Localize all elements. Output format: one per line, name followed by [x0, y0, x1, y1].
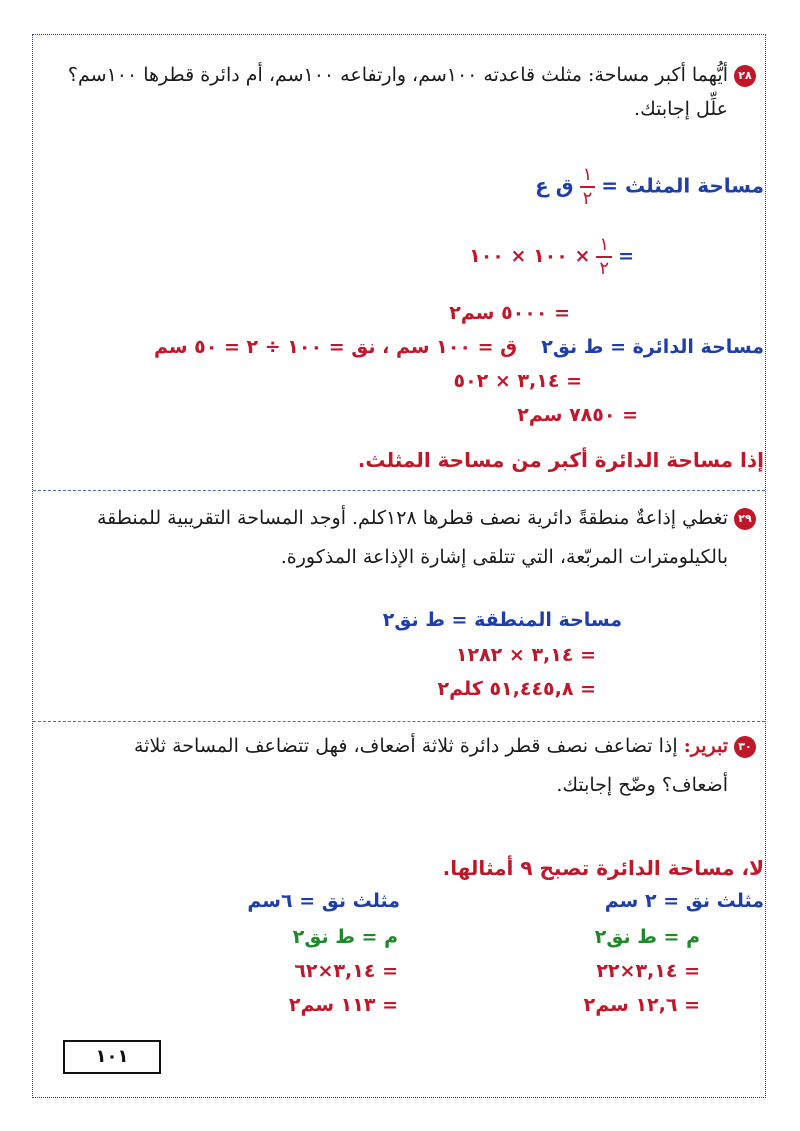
q29-area-formula: مساحة المنطقة = ط نق٢ [382, 609, 622, 631]
q28-fraction [580, 166, 596, 208]
q29-step2: = ٥١,٤٤٥,٨ كلم٢ [437, 678, 596, 700]
q30-text-line1: إذا تضاعف نصف قطر دائرة ثلاثة أضعاف، فهل تتضاعف المساحة ثلاثة [133, 735, 678, 757]
q28-conclusion: إذا مساحة الدائرة أكبر من مساحة المثلث. [357, 448, 764, 472]
q28-circle-step2: = ٧٨٥٠ سم٢ [517, 404, 638, 426]
q28-circle-given: ق = ١٠٠ سم ، نق = ١٠٠ ÷ ٢ = ٥٠ سم [153, 336, 518, 358]
q28-step2: = ٥٠٠٠ سم٢ [449, 302, 570, 324]
q30-ex2-step2: = ١١٣ سم٢ [288, 994, 398, 1016]
q30-ex2-step1: = ٣,١٤×٦٢ [294, 960, 398, 982]
separator-2 [33, 721, 765, 722]
q28-triangle-label: مساحة المثلث = [601, 173, 764, 198]
q28-frac-den: ٢ [582, 188, 593, 209]
q30-ex1-step1: = ٣,١٤×٢٢ [596, 960, 700, 982]
page-number: ١٠١ [63, 1040, 161, 1074]
q28-prompt-line2: علِّل إجابتك. [634, 98, 728, 120]
q28-number-badge: ٢٨ [734, 65, 756, 87]
q30-ex2-formula: م = ط نق٢ [292, 926, 398, 948]
q28-triangle-vars: ق ع [535, 173, 574, 198]
q28-circle-label: مساحة الدائرة = ط نق٢ [541, 336, 764, 358]
q29-text-line1: تغطي إذاعةٌ منطقةً دائرية نصف قطرها ١٢٨كلم. أوجد المساحة التقريبية للمنطقة [96, 507, 728, 529]
q28-step1 [469, 236, 634, 278]
q29-number-badge: ٢٩ [734, 508, 756, 530]
q30-ex1-step2: = ١٢,٦ سم٢ [583, 994, 700, 1016]
q30-number-badge: ٣٠ [734, 736, 756, 758]
q28-step1-frac-num: ١ [596, 236, 612, 258]
q29-step1: = ٣,١٤ × ١٢٨٢ [455, 644, 596, 666]
q28-step1-fraction [596, 236, 612, 278]
q30-prompt-line2: أضعاف؟ وضّح إجابتك. [556, 774, 728, 796]
q28-step1-rest: × ١٠٠ × ١٠٠ [469, 245, 591, 267]
q29-prompt-line2: بالكيلومترات المربّعة، التي تتلقى إشارة الإذاعة المذكورة. [280, 546, 728, 568]
q30-keyword: تبرير: [683, 735, 728, 757]
q29-prompt-line1 [97, 507, 756, 530]
q30-ex1-formula: م = ط نق٢ [594, 926, 700, 948]
q28-circle-formula [154, 336, 764, 358]
q28-circle-step1: = ٣,١٤ × ٥٠٢ [453, 370, 582, 392]
q28-step1-frac-den: ٢ [599, 258, 610, 279]
q28-frac-num: ١ [580, 166, 596, 188]
q30-answer: لا، مساحة الدائرة تصبح ٩ أمثالها. [442, 856, 764, 880]
separator-1 [33, 490, 765, 491]
q28-triangle-formula [535, 166, 764, 208]
q30-prompt-line1 [134, 735, 756, 758]
q30-ex1-title: مثلث نق = ٢ سم [604, 890, 764, 912]
q30-ex2-title: مثلث نق = ٦سم [247, 890, 400, 912]
q28-prompt-line1 [68, 64, 756, 87]
q28-step1-eq: = [618, 245, 634, 267]
q28-text-line1: أيُّهما أكبر مساحة: مثلث قاعدته ١٠٠سم، وارتفاعه ١٠٠سم، أم دائرة قطرها ١٠٠سم؟ [67, 64, 728, 86]
